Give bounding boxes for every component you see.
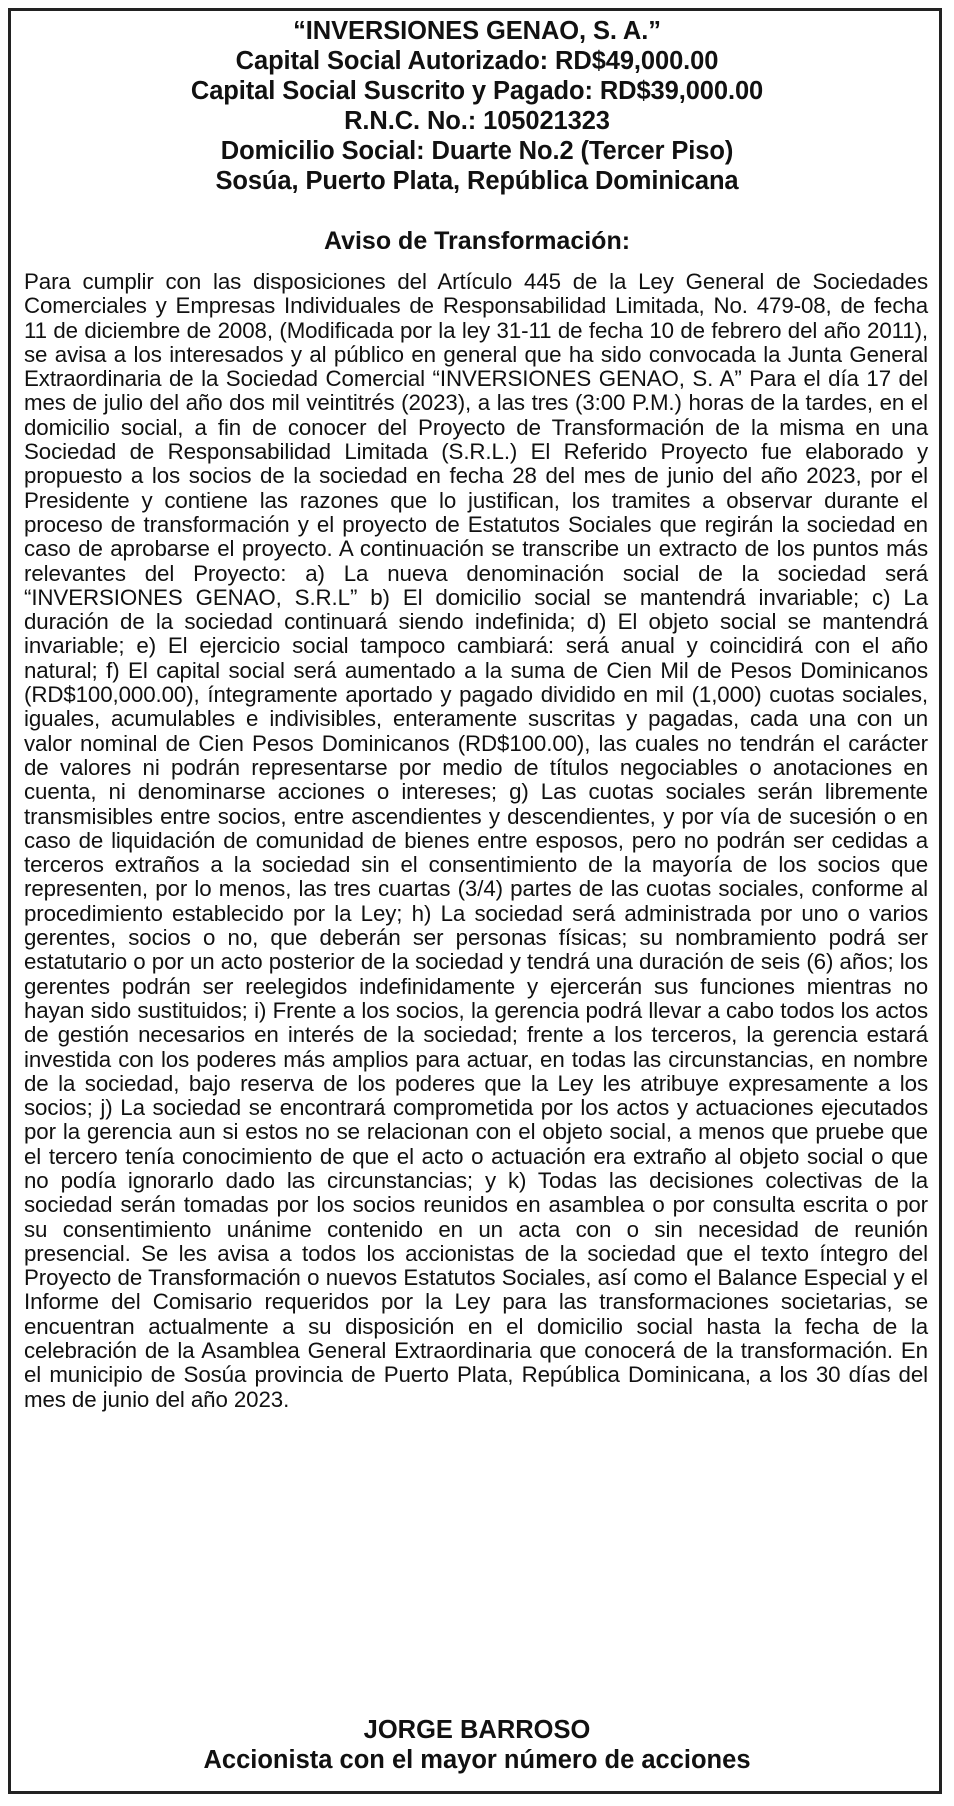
- notice-header: [20, 16, 934, 196]
- signer-role: Accionista con el mayor número de acciones: [203, 1746, 751, 1774]
- capital-autorizado: Capital Social Autorizado: RD$49,000.00: [235, 47, 719, 75]
- capital-suscrito: Capital Social Suscrito y Pagado: RD$39,000.00: [190, 77, 764, 105]
- notice-body: Para cumplir con las disposiciones del Artículo 445 de la Ley General de Sociedades Comerciales y Empresas Individuales de Responsabilidad Limitada, No. 479-08, de fecha 11 de diciembre de 2008, (Modificada por la ley 31-11 de fecha 10 de febrero del año 2011), se avisa a los interesados y al público en general que ha sido convocada la Junta General Extraordinaria de la Sociedad Comercial “INVERSIONES GENAO, S. A” Para el día 17 del mes de julio del año dos mil veintitrés (2023), a las tres (3:00 P.M.) horas de la tardes, en el domicilio social, a fin de conocer del Proyecto de Transformación de la misma en una Sociedad de Responsabilidad Limitada (S.R.L.) El Referido Proyecto fue elaborado y propuesto a los socios de la sociedad en fecha 28 del mes de junio del año 2023, por el Presidente y contiene las razones que lo justifican, los tramites a observar durante el proceso de transformación y el proyecto de Estatutos Sociales que regirán la sociedad en caso de aprobarse el proyecto. A continuación se transcribe un extracto de los puntos más relevantes del Proyecto: a) La nueva denominación social de la sociedad será “INVERSIONES GENAO, S.R.L” b) El domicilio social se mantendrá invariable; c) La duración de la sociedad continuará siendo indefinida; d) El objeto social se mantendrá invariable; e) El ejercicio social tampoco cambiará: será anual y coincidirá con el año natural; f) El capital social será aumentado a la suma de Cien Mil de Pesos Dominicanos (RD$100,000.00), íntegramente aportado y pagado dividido en mil (1,000) cuotas sociales, iguales, acumulables e indivisibles, enteramente suscritas y pagadas, cada una con un valor nominal de Cien Pesos Dominicanos (RD$100.00), las cuales no tendrán el carácter de valores ni podrán representarse por medio de títulos negociables o anotaciones en cuenta, ni denominarse acciones o intereses; g) Las cuotas sociales serán libremente transmisibles entre socios, entre ascendientes y descendientes, y por vía de sucesión o en caso de liquidación de comunidad de bienes entre esposos, pero no podrán ser cedidas a terceros extraños a la sociedad sin el consentimiento de la mayoría de los socios que representen, por lo menos, las tres cuartas (3/4) partes de las cuotas sociales, conforme al procedimiento establecido por la Ley; h) La sociedad será administrada por uno o varios gerentes, socios o no, que deberán ser personas físicas; su nombramiento podrá ser estatutario o por un acto posterior de la sociedad y tendrá una duración de seis (6) años; los gerentes podrán ser reelegidos indefinidamente y ejercerán sus funciones mientras no hayan sido sustituidos; i) Frente a los socios, la gerencia podrá llevar a cabo todos los actos de gestión necesarios en interés de la sociedad; frente a los terceros, la gerencia estará investida con los poderes más amplios para actuar, en todas las circunstancias, en nombre de la sociedad, bajo reserva de los poderes que la Ley les atribuye expresamente a los socios; j) La sociedad se encontrará comprometida por los actos y actuaciones ejecutados por la gerencia aun si estos no se relacionan con el objeto social, a menos que pruebe que el tercero tenía conocimiento de que el acto o actuación era extraño al objeto social o que no podía ignorarlo dado las circunstancias; y k) Todas las decisiones colectivas de la sociedad serán tomadas por los socios reunidos en asamblea o por consulta escrita o por su consentimiento unánime contenido en un acta con o sin necesidad de reunión presencial. Se les avisa a todos los accionistas de la sociedad que el texto íntegro del Proyecto de Transformación o nuevos Estatutos Sociales, así como el Balance Especial y el Informe del Comisario requeridos por la Ley para las transformaciones societarias, se encuentran actualmente a su disposición en el domicilio social hasta la fecha de la celebración de la Asamblea General Extraordinaria que conocerá de la transformación. En el municipio de Sosúa provincia de Puerto Plata, República Dominicana, a los 30 días del mes de junio del año 2023.: [24, 269, 928, 1412]
- domicilio-social: Domicilio Social: Duarte No.2 (Tercer Piso): [220, 137, 734, 165]
- city-country: Sosúa, Puerto Plata, República Dominicana: [215, 167, 739, 195]
- notice-title: Aviso de Transformación:: [323, 227, 631, 255]
- company-name: “INVERSIONES GENAO, S. A.”: [293, 17, 661, 45]
- rnc-number: R.N.C. No.: 105021323: [344, 107, 610, 135]
- signer-name: JORGE BARROSO: [363, 1716, 591, 1744]
- signature-block: [20, 1715, 934, 1775]
